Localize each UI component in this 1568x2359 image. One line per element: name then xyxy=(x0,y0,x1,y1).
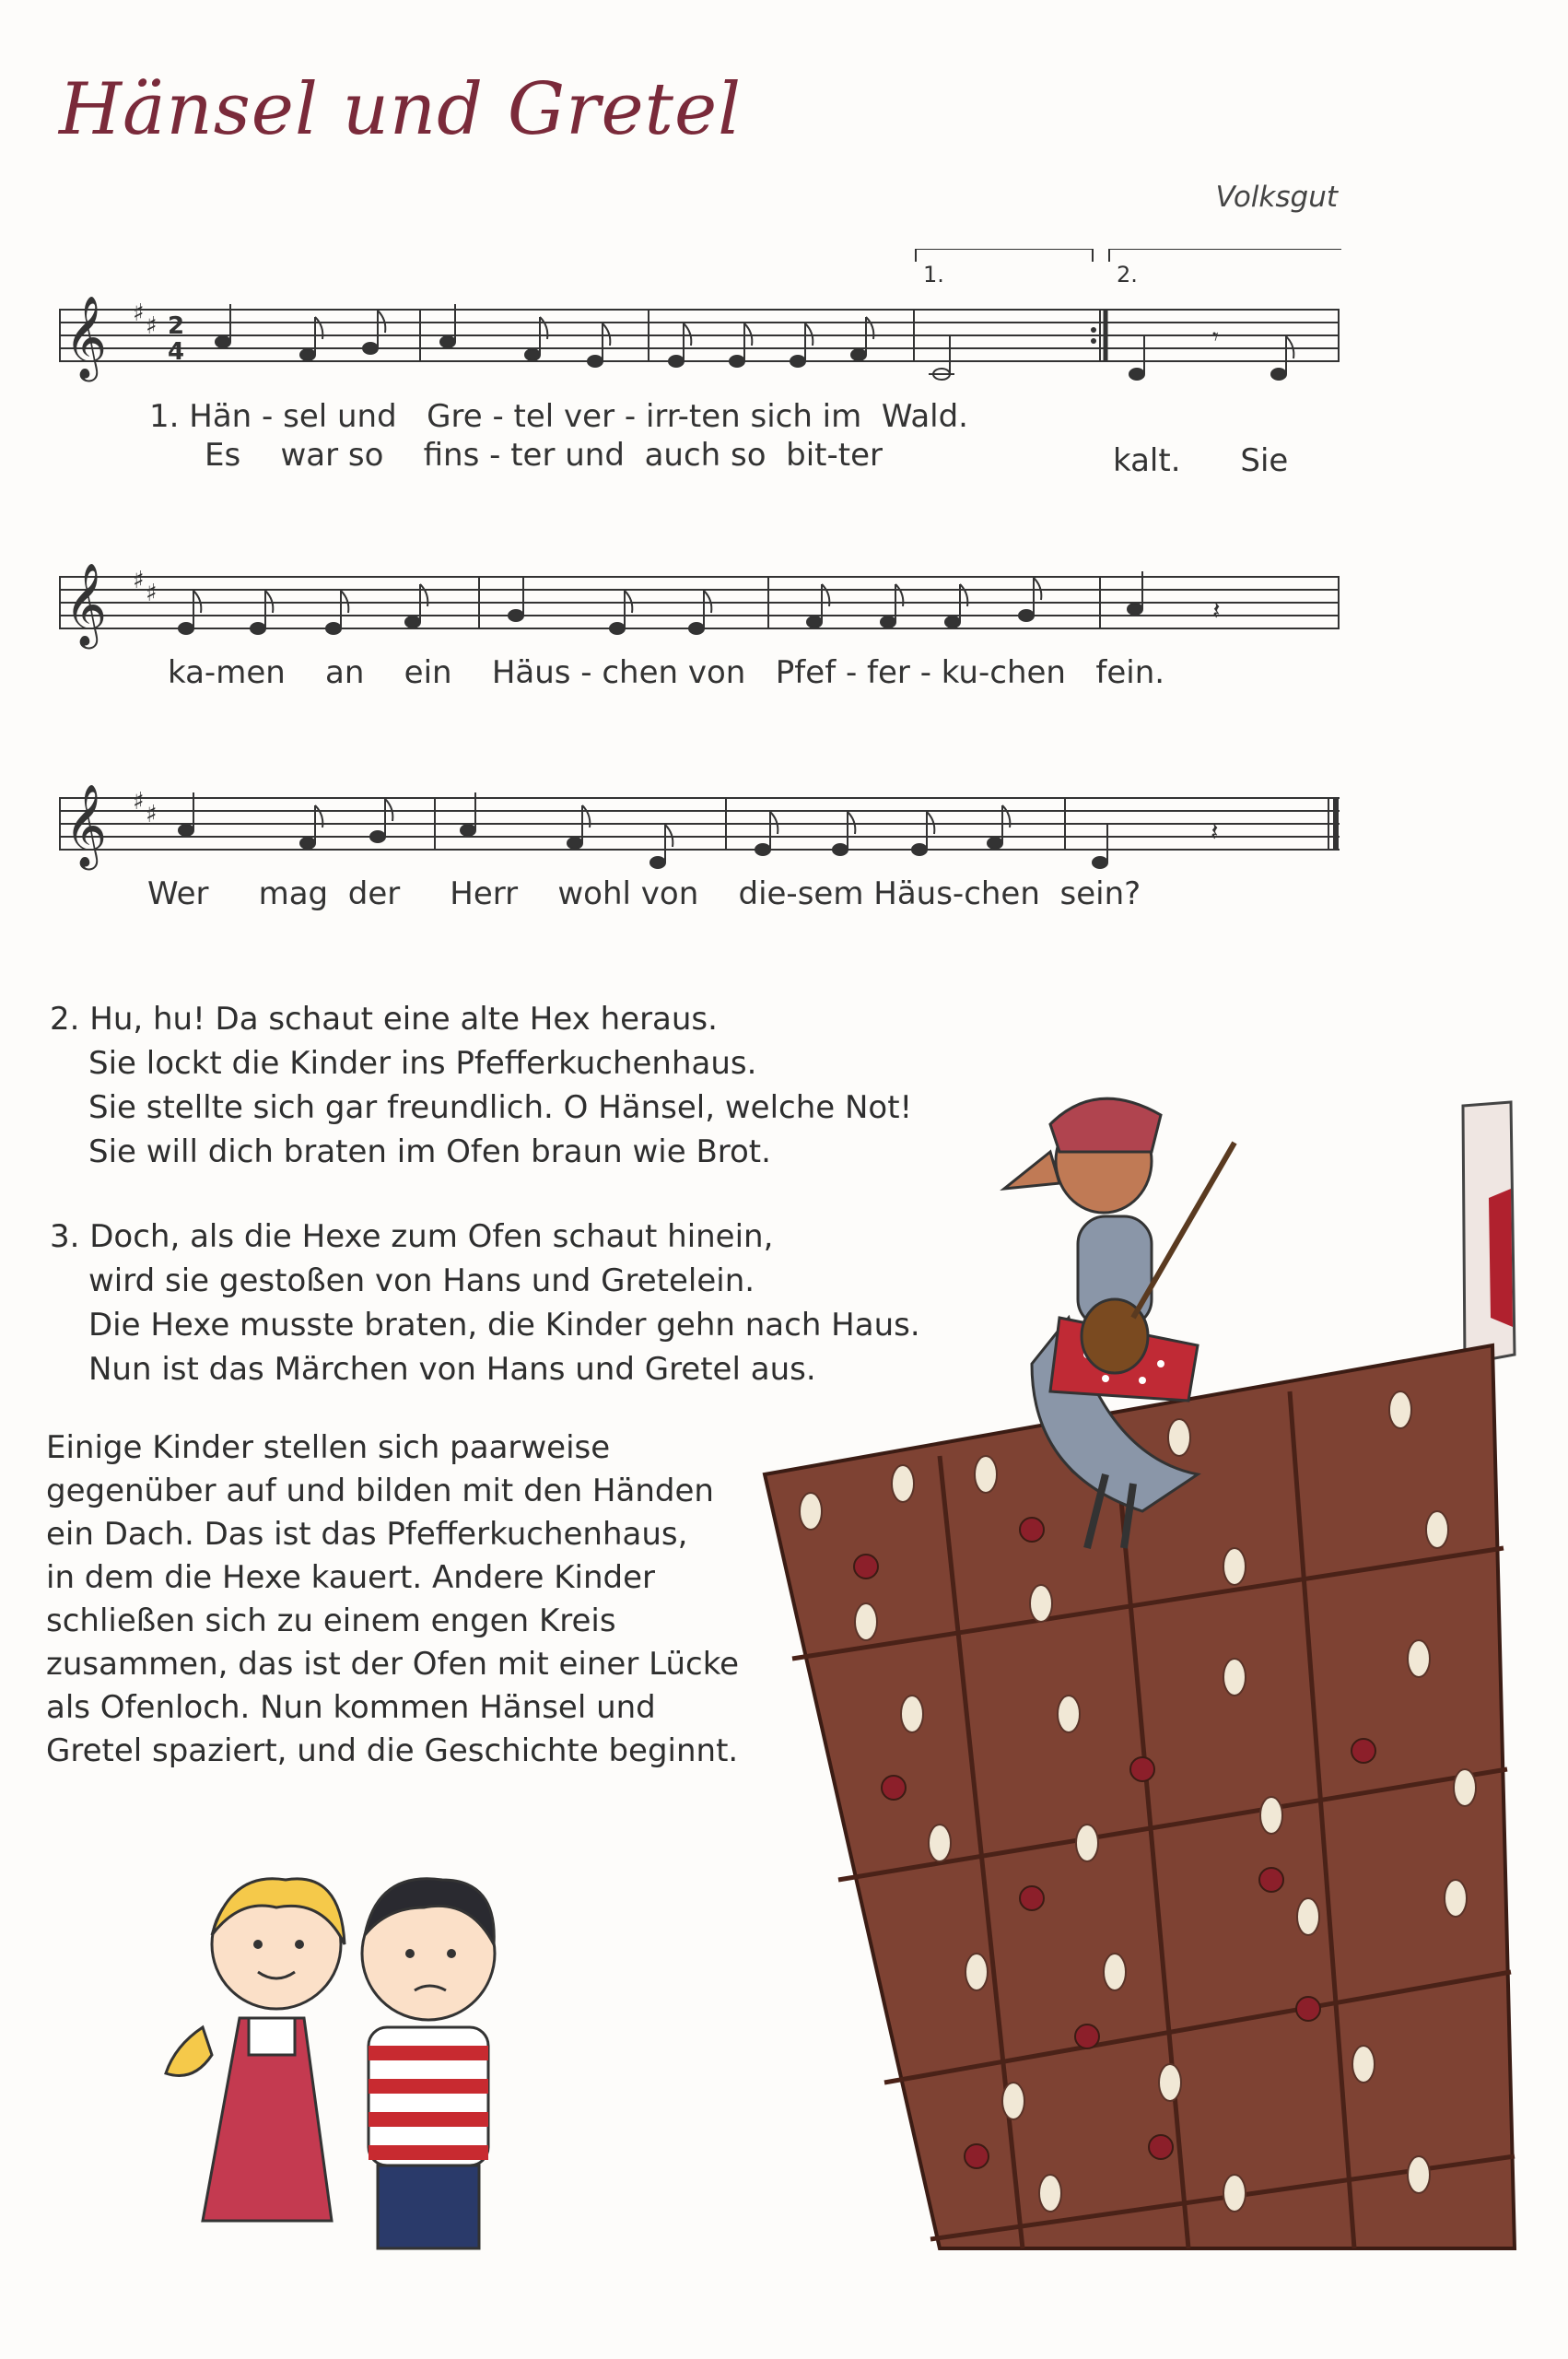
lyrics-line-1b-end: kalt. Sie xyxy=(1113,442,1289,479)
svg-text:𝄞: 𝄞 xyxy=(64,296,108,379)
svg-text:𝄽: 𝄽 xyxy=(1212,595,1221,626)
svg-text:♯: ♯ xyxy=(133,788,145,816)
lyrics-line-1b: Es war so fins - ter und auch so bit-ter xyxy=(205,437,883,474)
svg-text:1.: 1. xyxy=(923,262,944,288)
instruction-line: als Ofenloch. Nun kommen Hänsel und xyxy=(46,1689,656,1726)
instruction-line: Gretel spaziert, und die Geschichte beginnt. xyxy=(46,1732,739,1769)
verse-line: Sie stellte sich gar freundlich. O Hänsel, welche Not! xyxy=(88,1089,913,1126)
svg-text:𝄾: 𝄾 xyxy=(1212,323,1219,351)
instruction-line: zusammen, das ist der Ofen mit einer Lücke xyxy=(46,1646,740,1683)
svg-text:4: 4 xyxy=(168,338,185,366)
music-staff-line-3 xyxy=(59,737,1341,875)
instruction-line: schließen sich zu einem engen Kreis xyxy=(46,1602,616,1639)
verse-line: Sie will dich braten im Ofen braun wie Brot. xyxy=(88,1133,771,1170)
gretel-figure xyxy=(166,1879,345,2221)
composer-credit: Volksgut xyxy=(1215,181,1338,214)
music-staff-line-1 xyxy=(59,249,1341,405)
instruction-line: gegenüber auf und bilden mit den Händen xyxy=(46,1473,714,1509)
svg-text:♯: ♯ xyxy=(146,312,158,340)
children-illustration xyxy=(147,1834,571,2258)
svg-text:𝄽: 𝄽 xyxy=(1211,816,1219,847)
verse-line: wird sie gestoßen von Hans und Gretelein. xyxy=(88,1262,755,1299)
svg-text:♯: ♯ xyxy=(146,580,158,607)
svg-text:♯: ♯ xyxy=(133,299,145,327)
lyrics-line-2: ka-men an ein Häus - chen von Pfef - fer - ku-chen fein. xyxy=(168,654,1165,691)
haensel-figure xyxy=(362,1879,495,2248)
verse-line: Nun ist das Märchen von Hans und Gretel aus. xyxy=(88,1351,816,1388)
instruction-line: in dem die Hexe kauert. Andere Kinder xyxy=(46,1559,656,1596)
verse-line: 2. Hu, hu! Da schaut eine alte Hex heraus. xyxy=(50,1001,718,1038)
game-instructions xyxy=(46,1426,765,1773)
svg-text:♯: ♯ xyxy=(146,801,158,828)
svg-text:𝄞: 𝄞 xyxy=(64,784,108,867)
instruction-line: Einige Kinder stellen sich paarweise xyxy=(46,1429,611,1466)
verse-line: 3. Doch, als die Hexe zum Ofen schaut hinein, xyxy=(50,1218,774,1255)
verse-line: Die Hexe musste braten, die Kinder gehn nach Haus. xyxy=(88,1307,920,1344)
page-title: Hänsel und Gretel xyxy=(59,68,743,151)
music-staff-line-2 xyxy=(59,516,1341,654)
gingerbread-house-illustration xyxy=(755,1087,1529,2258)
svg-text:𝄞: 𝄞 xyxy=(64,563,108,646)
svg-text:2.: 2. xyxy=(1117,262,1138,288)
verse-line: Sie lockt die Kinder ins Pfefferkuchenhaus. xyxy=(88,1045,757,1082)
svg-text:2: 2 xyxy=(168,312,185,340)
lyrics-line-3: Wer mag der Herr wohl von die-sem Häus-chen sein? xyxy=(147,875,1141,912)
lyrics-line-1a: 1. Hän - sel und Gre - tel ver - irr-ten sich im Wald. xyxy=(149,398,968,435)
instruction-line: ein Dach. Das ist das Pfefferkuchenhaus, xyxy=(46,1516,688,1553)
svg-text:♯: ♯ xyxy=(133,567,145,594)
